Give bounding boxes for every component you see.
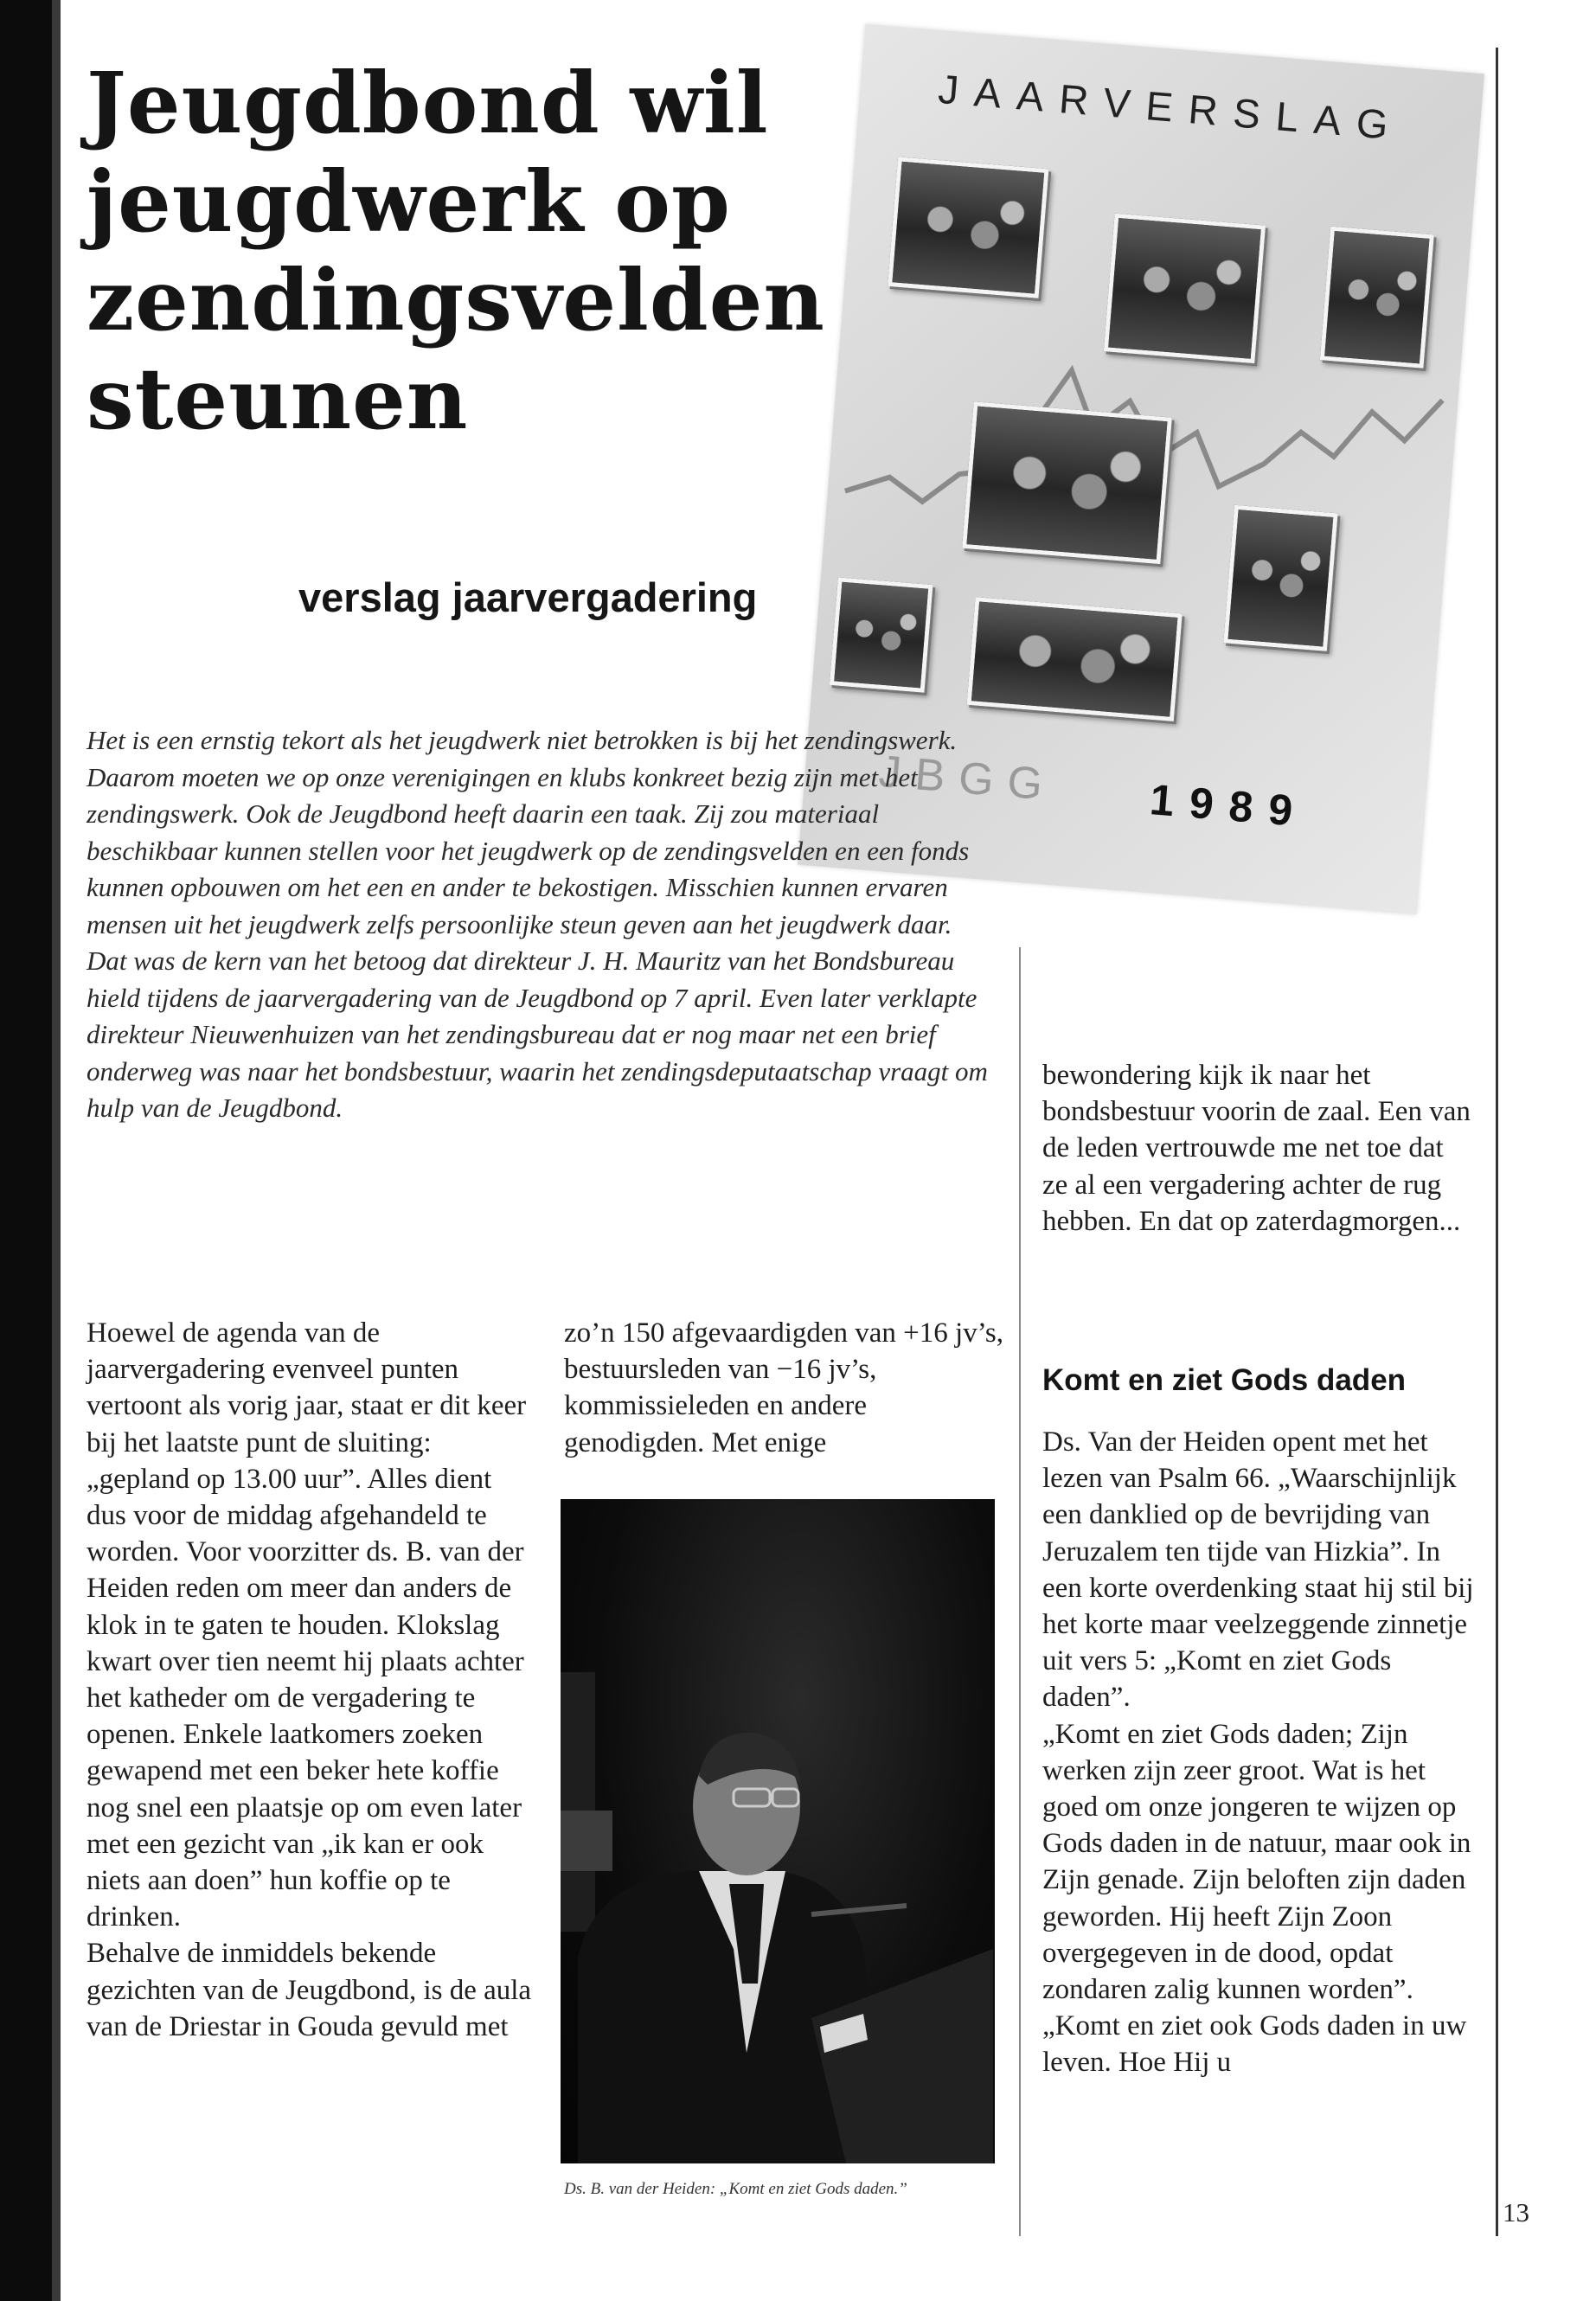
body-paragraph: Behalve de inmiddels bekende gezichten van de Jeugdbond, is de aula van de Driestar in Gouda gevuld met (87, 1938, 532, 2042)
body-paragraph: bewondering kijk ik naar het bondsbestuur voorin de zaal. Een van de leden vertrouwde me net toe dat ze al een vergadering achter de rug hebben. En dat op zaterdagmorgen... (1042, 1060, 1471, 1237)
cover-photo-1 (888, 157, 1048, 298)
column-divider (1019, 947, 1021, 2236)
body-paragraph: „Komt en ziet Gods daden; Zijn werken zijn zeer groot. Wat is het goed om onze jongeren te wijzen op Gods daden in de natuur, maar ook in Zijn genade. Zijn beloften zijn daden geworden. Hij heeft Zijn Zoon overgegeven in de dood, opdat zondaren zalig kunnen worden”. (1042, 1718, 1471, 2006)
cover-photo-7 (830, 577, 933, 692)
page-edge-bar (0, 0, 52, 2301)
cover-photo-5 (1223, 505, 1337, 651)
speaker-silhouette (561, 1499, 995, 2163)
body-paragraph: zo’n 150 afgevaardigden van +16 jv’s, bestuursleden van −16 jv’s, kommissieleden en andere genodigden. Met enige (564, 1317, 1003, 1458)
cover-photo-2 (1104, 214, 1266, 364)
body-column-2 (564, 1315, 1005, 1461)
speaker-photo (561, 1499, 995, 2163)
body-column-3 (1042, 1424, 1475, 2081)
body-paragraph: Ds. Van der Heiden opent met het lezen van Psalm 66. „Waarschijnlijk een danklied op de bevrijding van Jeruzalem ten tijde van Hizkia”. In een korte overdenking staat hij stil bij het korte maar veelzeggende zinnetje uit vers 5: „Komt en ziet Gods daden”. (1042, 1426, 1474, 1714)
intro-paragraph: Dat was de kern van het betoog dat direkteur J. H. Mauritz van het Bondsbureau hield tijdens de jaarvergadering van de Jeugdbond op 7 april. Even later verklapte direkteur Nieuwenhuizen van het zendingsbureau dat er nog maar net een brief onderweg was naar het bondsbestuur, waarin het zendingsdeputaatschap vraagt om hulp van de Jeugdbond. (87, 945, 988, 1123)
body-paragraph: Hoewel de agenda van de jaarvergadering evenveel punten vertoont als vorig jaar, staat er dit keer bij het laatste punt de sluiting: „gepland op 13.00 uur”. Alles dient dus voor de middag afgehandeld te worden. Voor voorzitter ds. B. van der Heiden reden om meer dan anders de klok in te gaten te houden. Klokslag kwart over tien neemt hij plaats achter het katheder om de vergadering te openen. Enkele laatkomers zoeken gewapend met een beker hete koffie nog snel een plaatsje op om even later met een gezicht van „ik kan er ook niets aan doen” hun koffie op te drinken. (87, 1317, 527, 1933)
cover-photo-6 (967, 597, 1183, 721)
cover-photo-3 (1320, 227, 1434, 369)
page-number: 13 (1503, 2197, 1529, 2227)
cover-title: JAARVERSLAG (936, 65, 1406, 149)
cover-photo-4 (962, 401, 1172, 564)
article-headline: Jeugdbond wil jeugdwerk op zendingsvelden steunen (87, 54, 825, 448)
body-column-1 (87, 1315, 536, 2045)
body-column-3-top (1042, 1057, 1475, 1240)
cover-year: 1989 (1148, 775, 1311, 836)
cover-org: JBGG (876, 746, 1059, 811)
body-paragraph: „Komt en ziet ook Gods daden in uw leven. Hoe Hij u (1042, 2010, 1467, 2079)
right-margin-rule (1496, 48, 1498, 2236)
article-intro (87, 722, 995, 1127)
section-heading: Komt en ziet Gods daden (1042, 1363, 1407, 1397)
article-subheading: verslag jaarvergadering (298, 574, 758, 620)
intro-paragraph: Het is een ernstig tekort als het jeugdwerk niet betrokken is bij het zendingswerk. Daarom moeten we op onze verenigingen en klubs konkreet bezig zijn met het zendingswerk. Ook de Jeugdbond heeft daarin een taak. Zij zou materiaal beschikbaar kunnen stellen voor het jeugdwerk op de zendingsvelden en een fonds kunnen opbouwen om het een en ander te bekostigen. Misschien kunnen ervaren mensen uit het jeugdwerk zelfs persoonlijke steun geven aan het jeugdwerk daar. (87, 725, 970, 939)
page-edge-shadow (52, 0, 61, 2301)
photo-caption: Ds. B. van der Heiden: „Komt en ziet Gods daden.” (564, 2180, 907, 2198)
